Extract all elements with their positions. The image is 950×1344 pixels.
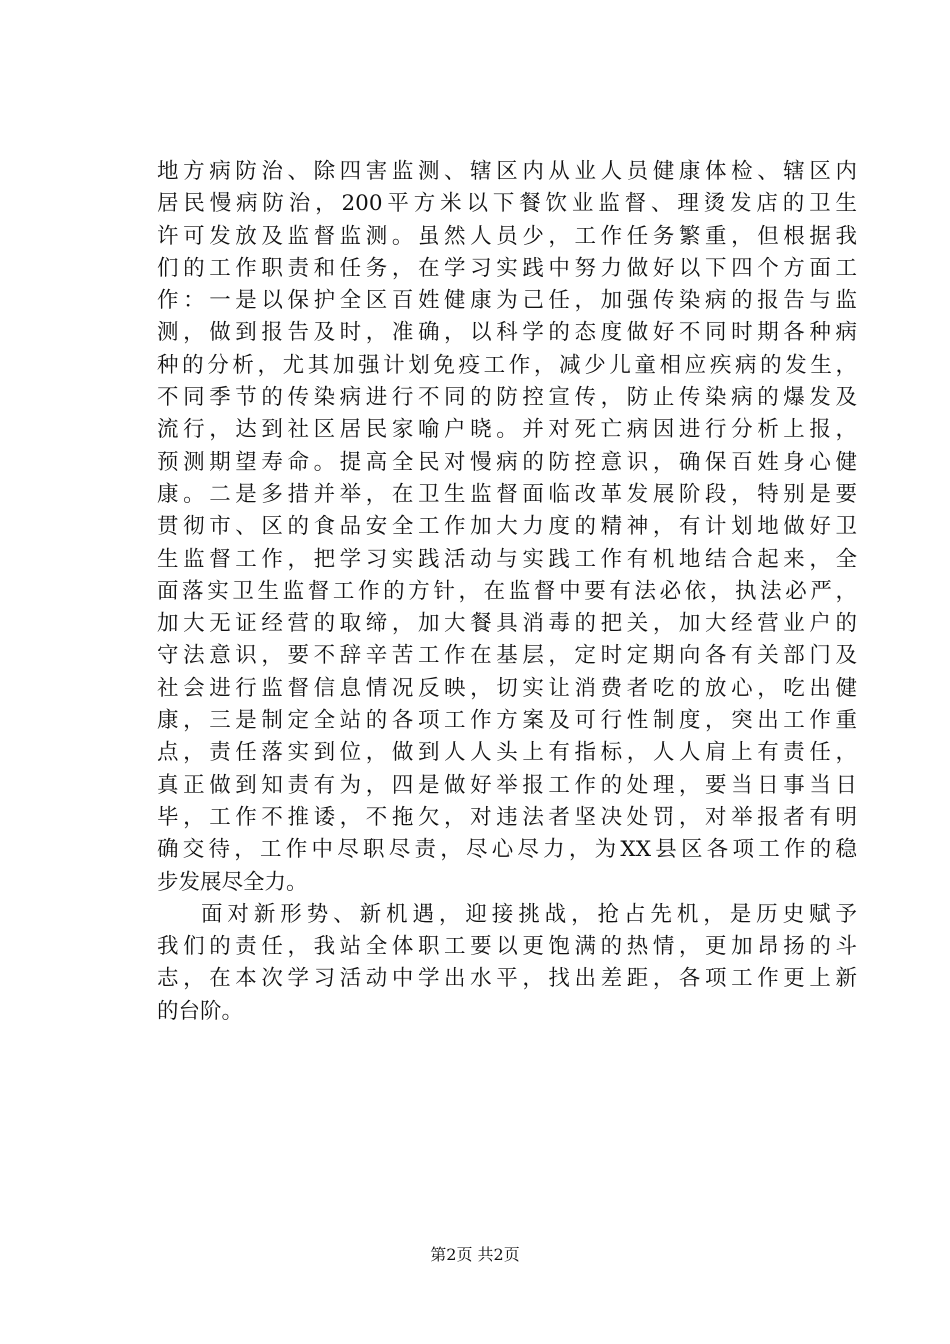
text-line: 种的分析，尤其加强计划免疫工作，减少儿童相应疾病的发生， (157, 352, 857, 378)
text-line: 生监督工作，把学习实践活动与实践工作有机地结合起来，全 (157, 546, 857, 572)
text-line: 不同季节的传染病进行不同的防控宣传，防止传染病的爆发及 (157, 385, 857, 411)
text-line: 们的工作职责和任务，在学习实践中努力做好以下四个方面工 (157, 255, 857, 281)
text-line: 志，在本次学习活动中学出水平，找出差距，各项工作更上新 (157, 966, 857, 992)
text-line: 面对新形势、新机遇，迎接挑战，抢占先机，是历史赋予 (201, 901, 857, 927)
text-line: 我们的责任，我站全体职工要以更饱满的热情，更加昂扬的斗 (157, 934, 857, 960)
text-line: 守法意识，要不辞辛苦工作在基层，定时定期向各有关部门及 (157, 643, 857, 669)
text-line: 面落实卫生监督工作的方针，在监督中要有法必依，执法必严， (157, 578, 857, 604)
document-body (157, 156, 857, 1028)
text-line: 点，责任落实到位，做到人人头上有指标，人人肩上有责任， (157, 740, 857, 766)
text-line: 的台阶。 (157, 998, 244, 1024)
paragraph-1 (157, 156, 857, 899)
page-number-footer: 第2页 共2页 (430, 1245, 520, 1264)
text-line: 步发展尽全力。 (157, 869, 308, 895)
text-line: 贯彻市、区的食品安全工作加大力度的精神，有计划地做好卫 (157, 514, 857, 540)
text-line: 许可发放及监督监测。虽然人员少，工作任务繁重，但根据我 (157, 223, 857, 249)
text-line: 确交待，工作中尽职尽责，尽心尽力，为XX县区各项工作的稳 (157, 837, 857, 863)
text-line: 康，三是制定全站的各项工作方案及可行性制度，突出工作重 (157, 708, 857, 734)
text-line: 预测期望寿命。提高全民对慢病的防控意识，确保百姓身心健 (157, 449, 857, 475)
text-line: 地方病防治、除四害监测、辖区内从业人员健康体检、辖区内 (157, 159, 857, 184)
text-line: 加大无证经营的取缔，加大餐具消毒的把关，加大经营业户的 (157, 611, 857, 637)
text-line: 毕，工作不推诿，不拖欠，对违法者坚决处罚，对举报者有明 (157, 804, 857, 830)
text-line: 测，做到报告及时，准确，以科学的态度做好不同时期各种病 (157, 320, 857, 346)
text-line: 社会进行监督信息情况反映，切实让消费者吃的放心，吃出健 (157, 675, 857, 701)
paragraph-2 (157, 899, 857, 1028)
text-line: 真正做到知责有为，四是做好举报工作的处理，要当日事当日 (157, 772, 857, 798)
text-line: 作：一是以保护全区百姓健康为己任，加强传染病的报告与监 (157, 288, 857, 314)
text-line: 康。二是多措并举，在卫生监督面临改革发展阶段，特别是要 (157, 481, 857, 507)
text-line: 居民慢病防治，200平方米以下餐饮业监督、理烫发店的卫生 (157, 191, 857, 217)
text-line: 流行，达到社区居民家喻户晓。并对死亡病因进行分析上报， (157, 417, 857, 443)
